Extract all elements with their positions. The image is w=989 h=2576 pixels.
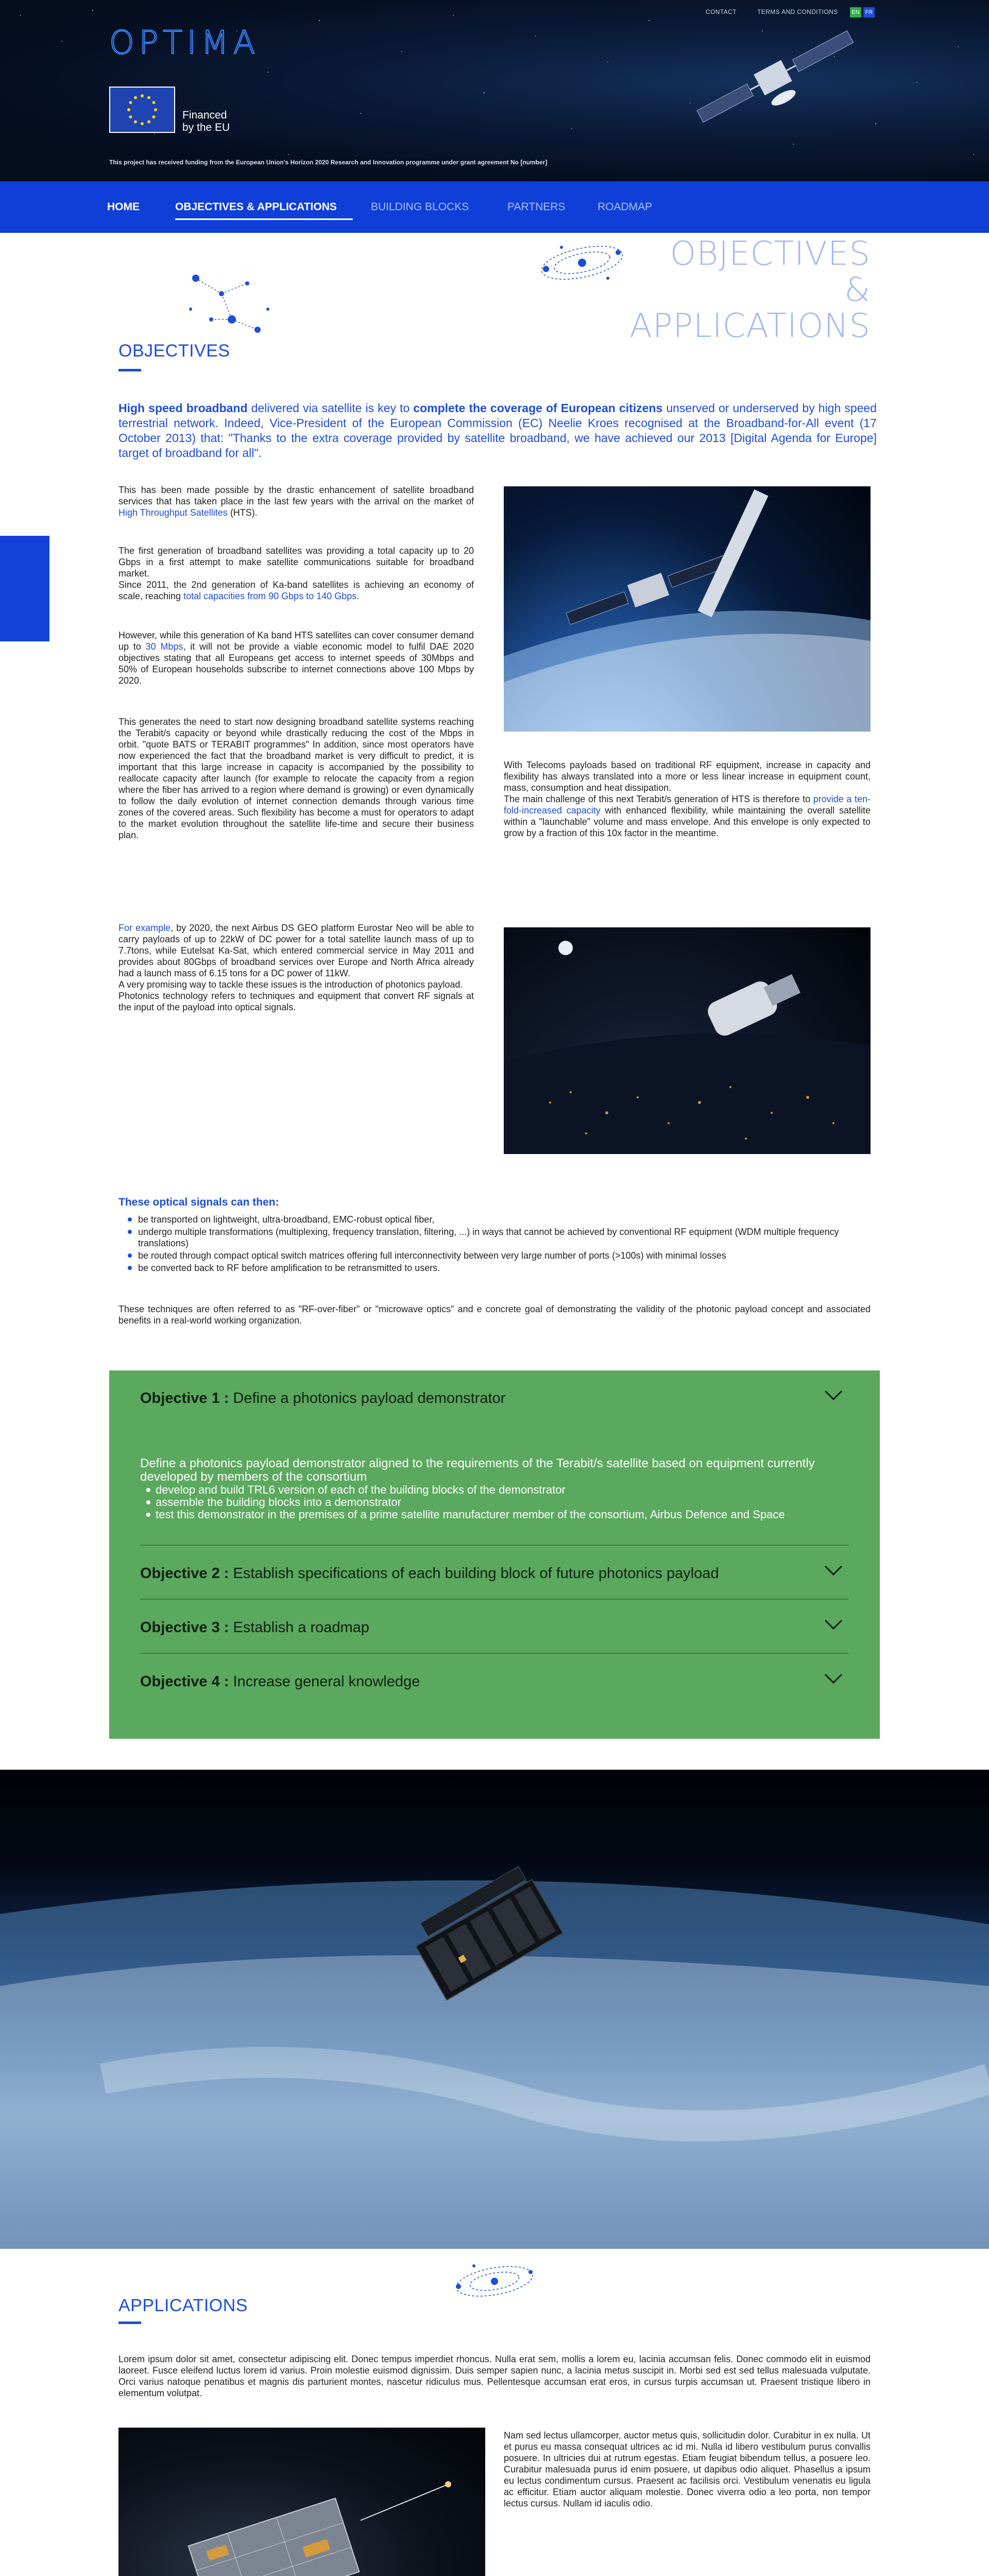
p6-technology: Photonics technology refers to techniques and equipment that convert RF signals at the input of the payload into optical signals. — [118, 991, 474, 1012]
p3-text: However, while this generation of Ka band HTS satellites can cover consumer demand up to — [118, 630, 474, 652]
nav-building-blocks[interactable]: BUILDING BLOCKS — [371, 201, 469, 213]
funding-note: This project has received funding from the European Union's Horizon 2020 Research and Innovation programme under grant agreement No [number] — [109, 159, 548, 166]
objective-4-title: Objective 4 : Increase general knowledge — [140, 1673, 420, 1690]
objective-2-title: Objective 2 : Establish specifications of each building block of future photonics payload — [140, 1565, 719, 1582]
nav-home[interactable]: HOME — [107, 201, 140, 213]
space-station-photo — [504, 486, 871, 732]
list-item: develop and build TRL6 version of each of the building blocks of the demonstrator — [156, 1484, 849, 1496]
nav-roadmap[interactable]: ROADMAP — [598, 201, 653, 213]
lead-bold-c: complete the coverage of European citizens — [413, 401, 663, 415]
hero-title-line2: & APPLICATIONS — [629, 271, 871, 345]
site-logo[interactable]: OPTIMA — [109, 24, 260, 61]
paragraph-example — [118, 922, 474, 1013]
top-link-contact[interactable]: CONTACT — [706, 8, 737, 15]
constellation-icon — [180, 263, 283, 350]
satellite-earth-banner — [0, 1770, 989, 2249]
p1-text: This has been made possible by the drastic enhancement of satellite broadband services that has taken place in the last few years with the arrival on the market of — [118, 485, 474, 506]
p3-speed: 30 Mbps — [145, 641, 183, 652]
list-item: undergo multiple transformations (multiplexing, frequency translation, filtering, ...) in ways that cannot be achieved by conventional RF equipment (WDM multiple frequency translations) — [138, 1226, 869, 1249]
applications-heading: APPLICATIONS — [118, 2296, 248, 2315]
applications-paragraph-1: Lorem ipsum dolor sit amet, consectetur adipiscing elit. Donec tempus imperdiet rhoncus. Nulla erat sem, mollis a lorem eu, lacinia accumsan felis. Donec commodo elit in euismod laoreet. Fusce eleifend luctus lorem id varius. Proin molestie euismod dignissim. Duis semper sapien nunc, a lacinia metus suscipit in. Morbi sed est sed tellus malesuada vulputate. Orci varius natoque penatibus et magnis dis parturient montes, nascetur ridiculus mus. Pellentesque accumsan erat eros, in cursus turpis accumsan ut. Praesent tristique libero in elementum volutpat. — [118, 2354, 871, 2398]
objective-1-body — [140, 1457, 849, 1521]
objective-1-title: Objective 1 : Define a photonics payload demonstrator — [140, 1390, 506, 1406]
p3-end: , it will not be provide a viable economic model to fulfil DAE 2020 objectives stating that all Europeans get access to internet speeds of 30Mbps and 50% of European households subscribe to internet connections above 100 Mbps by 2020. — [118, 641, 474, 686]
satellite-illustration — [694, 26, 863, 141]
p1-end: (HTS). — [227, 507, 258, 518]
lang-fr-button[interactable]: FR — [863, 7, 875, 18]
eu-text-line1: Financed — [182, 109, 227, 121]
signals-list — [138, 1214, 869, 1275]
top-link-terms[interactable]: TERMS AND CONDITIONS — [757, 8, 838, 15]
p5-first: With Telecoms payloads based on traditional RF equipment, increase in capacity and flexibility has always translated into a more or less linear increase in equipment count, mass, consumption and heat dissipation. — [504, 760, 871, 793]
p5-second: The main challenge of this next Terabit/s generation of HTS is therefore to — [504, 794, 813, 804]
objective-1-bullets — [156, 1484, 849, 1521]
nav-objectives-applications[interactable]: OBJECTIVES & APPLICATIONS — [175, 201, 337, 213]
list-item: be routed through compact optical switch matrices offering full interconnectivity between very large number of ports (>100s) with minimal losses — [138, 1250, 869, 1261]
chevron-down-icon[interactable] — [823, 1671, 844, 1686]
objectives-lead — [118, 401, 877, 461]
p5-end: with enhanced flexibility, while maintaining the overall satellite within a "launchable" volume and mass envelope. And this envelope is only expected to grow by a fraction of this 10x factor in the meantime. — [504, 805, 871, 838]
lead-text-b: delivered via satellite is key to — [247, 401, 414, 415]
hero-title — [592, 236, 871, 344]
p6-photonics: A very promising way to tackle these issues is the introduction of photonics payload. — [118, 979, 463, 990]
paragraph-ka-band — [118, 630, 474, 686]
paragraph-terabit: This generates the need to start now designing broadband satellite systems reaching the Terabit/s capacity or beyond while drastically reducing the cost of the Mbps in orbit. "quote BATS or TERABIT programmes" In addition, since most operators have now experienced the fact that the broadband market is very difficult to predict, it is important that this large increase in capacity is accompanied by the possibility to reallocate capacity after launch (for example to relocate the capacity from a region where the fiber has arrived to a region where demand is growing) or even dynamically to follow the daily evolution of internet connection demands through various time zones of the covered areas. Such flexibility has become a must for operators to adapt to the market evolution throughout the satellite life-time and secure their business plan. — [118, 717, 474, 840]
objective-1-header[interactable] — [140, 1370, 849, 1425]
list-item: be converted back to RF before amplification to be retransmitted to users. — [138, 1262, 869, 1274]
p2-first: The first generation of broadband satellites was providing a total capacity up to 20 Gbps in a first attempt to make satellite communications suitable for broadband market. — [118, 546, 474, 579]
chevron-down-icon[interactable] — [823, 1388, 844, 1402]
applications-heading-bar — [118, 2321, 141, 2324]
site-header — [0, 0, 989, 181]
objective-1-text: Define a photonics payload demonstrator aligned to the requirements of the Terabit/s satellite based on equipment currently developed by members of the consortium — [140, 1456, 815, 1484]
objective-4-header[interactable] — [140, 1654, 849, 1708]
paragraph-generations — [118, 545, 474, 602]
list-item: test this demonstrator in the premises of a prime satellite manufacturer member of the consortium, Airbus Defence and Space — [156, 1509, 849, 1521]
lead-bold-a: High speed broadband — [118, 401, 248, 415]
objective-3-title: Objective 3 : Establish a roadmap — [140, 1619, 369, 1636]
objectives-heading-bar — [118, 369, 141, 371]
hts-link[interactable]: High Throughput Satellites — [118, 507, 228, 518]
signals-closing: These techniques are often referred to as "RF-over-fiber" or "microwave optics" and e concrete goal of demonstrating the validity of the photonic payload concept and associated benefits in a real-world working organization. — [118, 1304, 871, 1326]
nav-partners[interactable]: PARTNERS — [507, 201, 566, 213]
p2-capacities: total capacities from 90 Gbps to 140 Gbps. — [183, 591, 360, 601]
p6-body: , by 2020, the next Airbus DS GEO platform Eurostar Neo will be able to carry payloads of up to 22kW of DC power for a total satellite launch mass of up to 7.7tons, while Eutelsat Ka-Sat, which entered commercial service in May 2011 and provides about 80Gbps of broadband services over Europe and North Africa already had a launch mass of 6.15 tons for a DC power of 11kW. — [118, 923, 474, 978]
p2-second: Since 2011, the 2nd generation of Ka-band satellites is achieving an economy of scale, reaching — [118, 580, 474, 601]
eu-text-line2: by the EU — [182, 122, 230, 133]
p6-example: For example — [118, 923, 171, 933]
nav-active-underline — [175, 218, 353, 220]
paragraph-rf-equipment — [504, 759, 871, 839]
list-item: assemble the building blocks into a demonstrator — [156, 1496, 849, 1509]
chevron-down-icon[interactable] — [823, 1563, 844, 1578]
p5-highlight: provide a ten-fold-increased capacity — [504, 794, 871, 816]
eu-flag — [109, 87, 175, 133]
eu-funding-label — [182, 109, 230, 134]
objective-3-header[interactable] — [140, 1600, 849, 1654]
applications-paragraph-2: Nam sed lectus ullamcorper, auctor metus quis, sollicitudin dolor. Curabitur in ex nulla. Ut et purus eu massa consequat ultrices ac id mi. Nulla id libero vestibulum purus convallis posuere. In ultricies dui at rutrum egestas. Etiam feugiat bibendum tellus, a posuere leo. Curabitur malesuada purus id enim posuere, ut dapibus odio aliquet. Phasellus a ipsum eu lectus condimentum cursus. Praesent ac facilisis orci. Vestibulum venenatis eu ligula ac efficitur. Etiam auctor aliquam molestie. Donec viverra odio a leo porta, non tempor lectus cursus. Nullam id iaculis odio. — [504, 2430, 871, 2509]
orbit-icon — [448, 2250, 541, 2307]
objectives-heading: OBJECTIVES — [118, 341, 230, 361]
hero-title-line1: OBJECTIVES — [670, 235, 871, 273]
signals-heading: These optical signals can then: — [118, 1196, 279, 1208]
objective-2-header[interactable] — [140, 1546, 849, 1600]
capsule-photo — [504, 927, 871, 1154]
list-item: be transported on lightweight, ultra-broadband, EMC-robust optical fiber, — [138, 1214, 869, 1225]
chevron-down-icon[interactable] — [823, 1617, 844, 1632]
side-tab[interactable] — [0, 536, 49, 641]
lang-en-button[interactable]: EN — [850, 7, 861, 18]
payload-render — [118, 2428, 485, 2576]
objectives-accordion — [109, 1370, 880, 1739]
main-navigation — [0, 181, 989, 233]
paragraph-hts — [118, 484, 474, 518]
lead-text-d: unserved or underserved by high speed terrestrial network. Indeed, Vice-President of the European Commission (EC) Neelie Kroes recognised at the Broadband-for-All event (17 October 2013) that: "Thanks to the extra coverage provided by satellite broadband, we have achieved our 2013 [Digital Agenda for Europe] target of broadband for all". — [118, 401, 877, 460]
